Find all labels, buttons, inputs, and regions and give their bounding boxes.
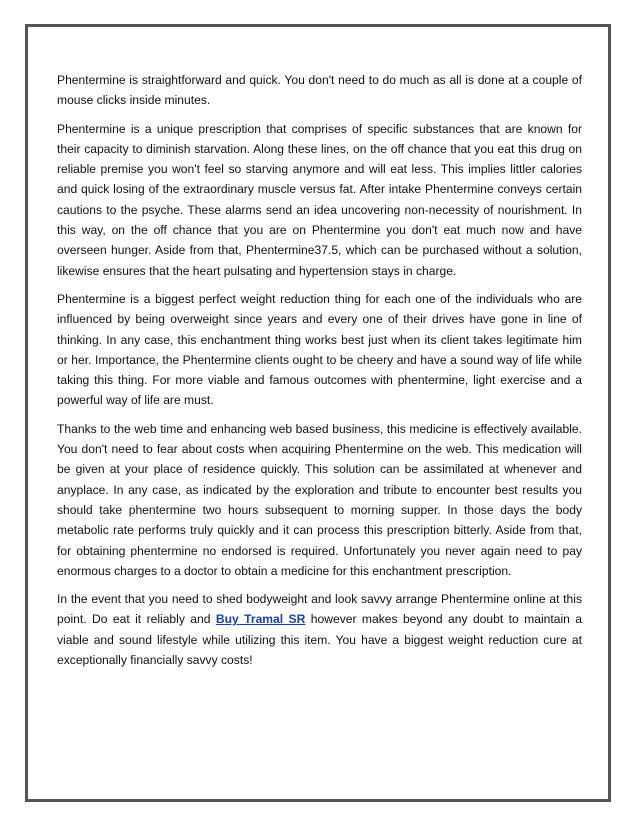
paragraph-1: Phentermine is straightforward and quick. You don't need to do much as all is done at a couple of mouse clicks inside minutes. [57,73,582,108]
paragraph-2: Phentermine is a unique prescription that comprises of specific substances that are known for their capacity to diminish starvation. Along these lines, on the off chance that you eat this drug on reliable premise you won't feel so starving anymore and will eat less. This implies littler calories and quick losing of the extraordinary muscle versus fat. After intake Phentermine conveys certain cautions to the psyche. These alarms send an idea uncovering non-necessity of nourishment. In this way, on the off chance that you are on Phentermine you don't eat much now and have overseen hunger. Aside from that, Phentermine37.5, which can be purchased without a solution, likewise ensures that the heart pulsating and hypertension stays in charge. [57,121,582,278]
paragraph-3: Phentermine is a biggest perfect weight reduction thing for each one of the individuals who are influenced by being overweight since years and every one of their drives have gone in line of thinking. In any case, this enchantment thing works best just when its client takes legitimate him or her. Importance, the Phentermine clients ought to be cheery and have a sound way of life while taking this thing. For more viable and famous outcomes with phentermine, light exercise and a powerful way of life are must. [57,291,582,408]
paragraph-5-text-after-link: however makes beyond any doubt to maintain a viable and sound lifestyle while utilizing this item. You have a biggest weight reduction cure at exceptionally financially savvy costs! [57,612,582,668]
document-body [57,70,582,678]
paragraph-4: Thanks to the web time and enhancing web based business, this medicine is effectively available. You don't need to fear about costs when acquiring Phentermine on the web. This medication will be given at your place of residence quickly. This solution can be assimilated at whenever and anyplace. In any case, as indicated by the exploration and tribute to encounter best results you should take phentermine two hours subsequent to morning supper. In those days the body metabolic rate performs truly quickly and it can process this prescription bitterly. Aside from that, for obtaining phentermine no endorsed is required. Unfortunately you never again need to pay enormous charges to a doctor to obtain a medicine for this enchantment prescription. [57,421,582,578]
buy-tramal-sr-link[interactable]: Buy Tramal SR [215,612,306,627]
paragraph-5-text-before-link: In the event that you need to shed bodyweight and look savvy arrange Phentermine online at this point. Do eat it reliably and [57,592,582,627]
paragraph-5 [57,589,582,670]
